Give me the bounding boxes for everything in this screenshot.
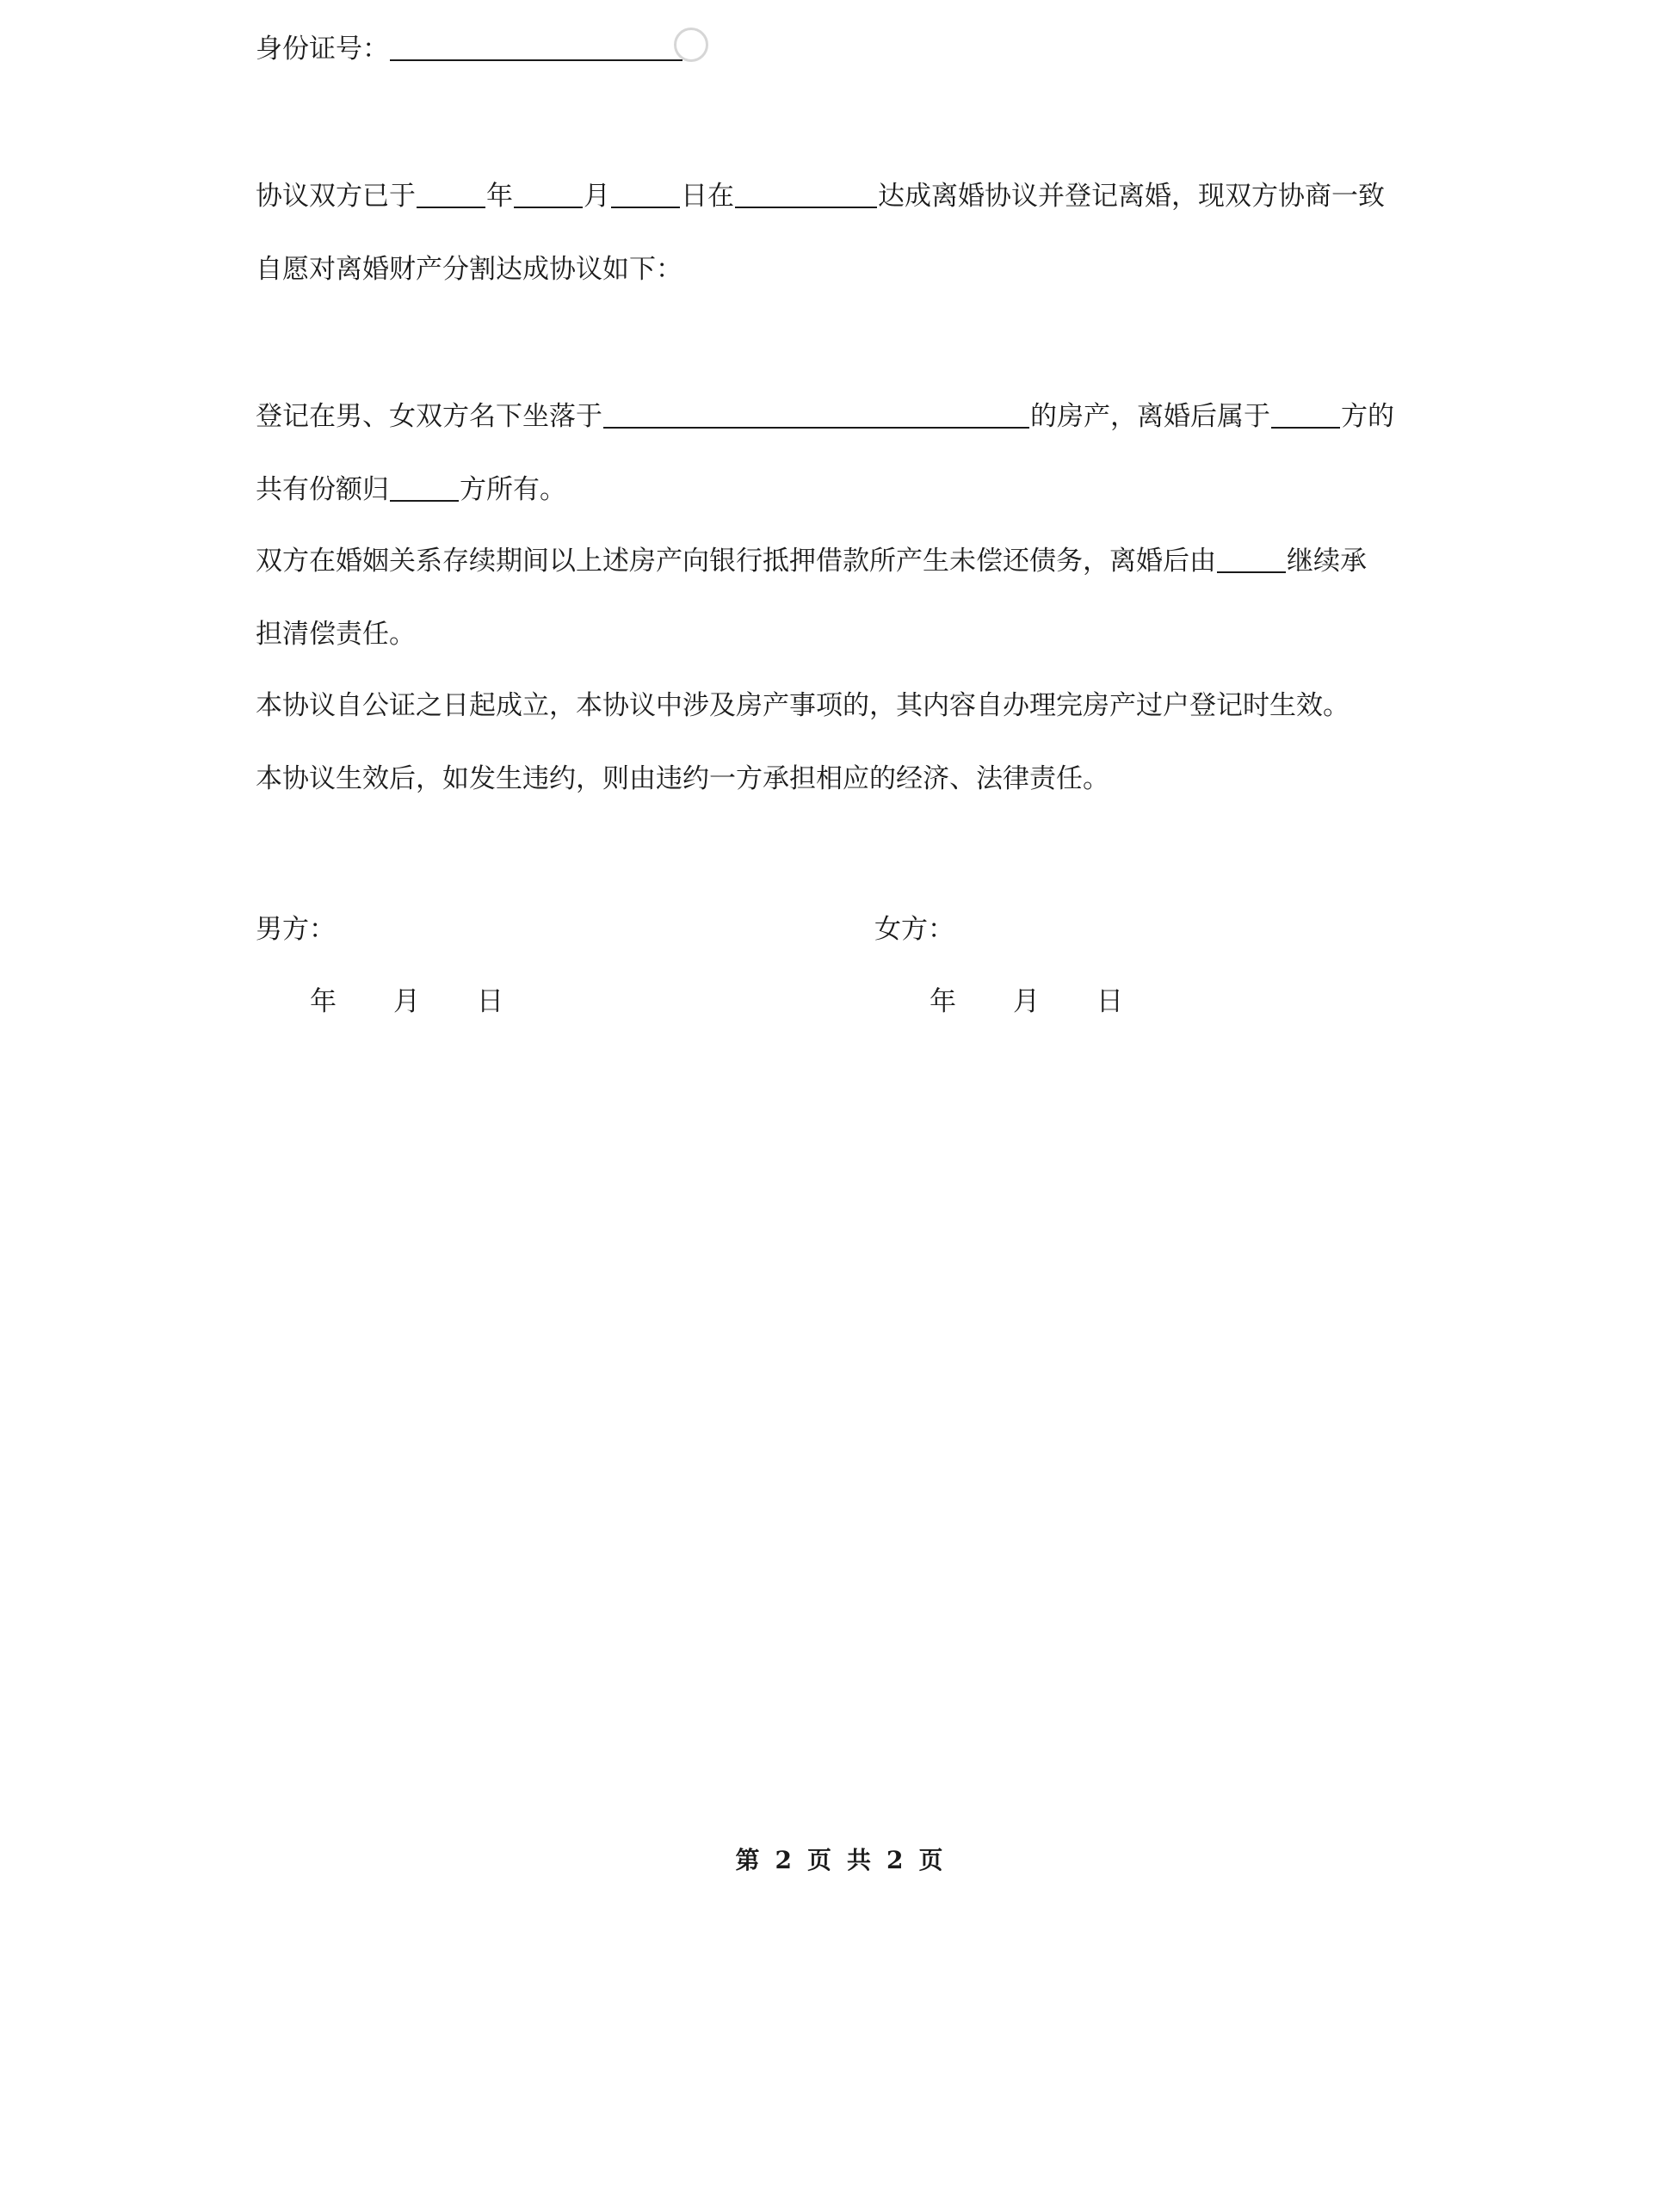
effect-text-1: 本协议自公证之日起成立，本协议中涉及房产事项的，其内容自办理完房产过户登记时生效。 — [256, 690, 1350, 721]
property-owner-blank — [1271, 401, 1340, 429]
share-owner-blank — [390, 474, 459, 502]
debt-party-blank — [1217, 546, 1286, 573]
intro-line-2 — [256, 250, 682, 288]
male-signature-label: 男方： — [256, 914, 336, 945]
male-date-year: 年 — [310, 986, 337, 1017]
intro-day: 日在 — [681, 181, 734, 212]
intro-text-b: 达成离婚协议并登记离婚，现双方协商一致 — [878, 181, 1385, 212]
female-date-month: 月 — [1013, 986, 1040, 1017]
male-date-month: 月 — [393, 986, 420, 1017]
female-date-day: 日 — [1096, 986, 1123, 1017]
footer-ye2: 页 — [918, 1846, 945, 1874]
property-text-b: 的房产，离婚后属于 — [1030, 401, 1270, 432]
property-text-c: 方的 — [1341, 401, 1394, 432]
male-date-row — [310, 983, 503, 1021]
effect-line-1 — [256, 687, 1350, 725]
debt-text-2: 担清偿责任。 — [256, 619, 416, 650]
female-signature-label: 女方： — [874, 914, 954, 945]
property-location-blank — [603, 401, 1029, 429]
debt-line-2 — [256, 615, 416, 653]
intro-text-2: 自愿对离婚财产分割达成协议如下： — [256, 254, 682, 285]
page-footer — [0, 1843, 1680, 1878]
effect-text-2: 本协议生效后，如发生违约，则由违约一方承担相应的经济、法律责任。 — [256, 763, 1109, 794]
cursor-indicator — [674, 28, 708, 62]
female-date-year: 年 — [930, 986, 956, 1017]
intro-line-1 — [256, 177, 1385, 215]
property-line-1 — [256, 398, 1394, 435]
property-line-2 — [256, 471, 566, 509]
property-text-a: 登记在男、女双方名下坐落于 — [256, 401, 602, 432]
effect-line-2 — [256, 760, 1109, 798]
id-number-label: 身份证号： — [256, 34, 389, 65]
year-blank — [417, 181, 485, 208]
id-number-blank — [390, 34, 682, 61]
female-date-row — [930, 983, 1123, 1021]
debt-line-1 — [256, 542, 1367, 580]
month-blank — [514, 181, 583, 208]
property-text-d: 共有份额归 — [256, 474, 389, 505]
footer-page-number: 2 — [775, 1846, 794, 1874]
footer-di: 第 — [735, 1846, 762, 1874]
intro-text-a: 协议双方已于 — [256, 181, 416, 212]
place-blank — [735, 181, 877, 208]
footer-ye: 页 — [806, 1846, 833, 1874]
intro-month: 月 — [584, 181, 610, 212]
debt-text-a: 双方在婚姻关系存续期间以上述房产向银行抵押借款所产生未偿还债务，离婚后由 — [256, 546, 1216, 577]
footer-gong: 共 — [847, 1846, 874, 1874]
day-blank — [611, 181, 680, 208]
intro-year: 年 — [486, 181, 513, 212]
male-date-day: 日 — [477, 986, 503, 1017]
footer-total-pages: 2 — [886, 1846, 905, 1874]
debt-text-b: 继续承 — [1287, 546, 1367, 577]
id-number-line — [256, 30, 683, 68]
property-text-e: 方所有。 — [460, 474, 566, 505]
